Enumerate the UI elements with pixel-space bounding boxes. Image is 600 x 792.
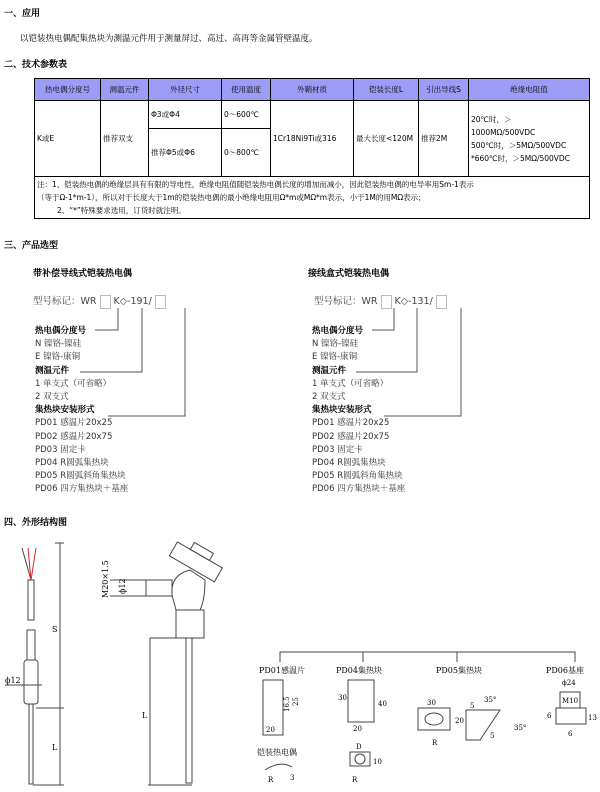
option-item: 1 单支式（可省略） — [312, 378, 389, 389]
dim-m20: M20×1.5 — [101, 560, 110, 598]
selection-1-title: 带补偿导线式铠装热电偶 — [33, 269, 133, 279]
option-group-title: 测温元件 — [312, 365, 347, 376]
box-cover — [169, 542, 222, 582]
header-cell: 引出导线S — [419, 79, 469, 101]
dim-L-box: L — [142, 711, 148, 720]
option-group-title: 热电偶分度号 — [312, 326, 364, 336]
dim-phi12-gland: ϕ12 — [118, 578, 127, 594]
resistance-line: 20℃时，＞ — [471, 114, 512, 124]
cell-lead: 推荐2M — [419, 101, 469, 177]
sheath-tube — [29, 704, 33, 784]
resistance-line: 500℃时，＞5MΩ/500VDC — [471, 140, 567, 150]
cell-material: 1Cr18Ni9Ti或316 — [271, 101, 354, 177]
option-item: PD02 感温片20x75 — [312, 431, 390, 442]
dim-R: R — [268, 776, 274, 784]
dim-13: 13 — [588, 714, 597, 722]
lead-sleeve — [27, 630, 35, 660]
header-cell: 铠装长度L — [354, 79, 419, 101]
option-item: PD04 R圆弧集热块 — [312, 457, 386, 468]
pd06-label: PD06基座 — [546, 666, 584, 675]
dim-25: 25 — [292, 697, 300, 706]
dim-5: 5 — [490, 732, 495, 740]
header-cell: 使用温度 — [222, 79, 271, 101]
option-item: PD05 R圆弧斜角集热块 — [35, 471, 126, 482]
option-group-title: 集热块安装形式 — [35, 405, 95, 416]
option-item: PD02 感温片20x75 — [35, 431, 113, 442]
model-mid: K◇-131/ — [394, 296, 433, 307]
option-item: N 镍铬-镍硅 — [312, 339, 359, 350]
option-group-title: 测温元件 — [35, 365, 70, 376]
cell-dia1: Φ3或Φ4 — [149, 101, 222, 129]
pd01-curve — [265, 764, 292, 770]
option-item: PD06 四方集热块＋基座 — [35, 484, 129, 495]
pd06-base — [556, 708, 586, 724]
option-item: PD01 感温片20x25 — [35, 418, 113, 429]
outline-drawing — [0, 540, 600, 792]
pd05-label: PD05集热块 — [436, 666, 482, 675]
dim-35: 35° — [514, 724, 527, 732]
option-item: 1 单支式（可省略） — [35, 378, 112, 389]
cell-element: 推荐双支 — [101, 101, 149, 177]
dim-3: 3 — [290, 774, 295, 782]
note-line: 注：1、铠装热电偶的绝缘层具有有限的导电性，绝缘电阻值随铠装热电偶长度的增加而减小，因此铠装热电偶的电导率用Sm-1表示 — [37, 180, 474, 189]
box-neck — [176, 610, 204, 638]
resistance-line: *660℃时，＞5MΩ/500VDC — [471, 153, 570, 163]
box-body — [172, 570, 205, 610]
model-mid: K◇-191/ — [113, 296, 152, 307]
dim-6: 6 — [568, 730, 573, 738]
dim-30: 30 — [427, 699, 436, 707]
header-cell: 绝缘电阻值 — [469, 79, 590, 101]
pd01-label: PD01感温片 — [259, 666, 305, 675]
dim-30: 30 — [338, 694, 347, 702]
junction-box-thermocouple — [110, 540, 226, 785]
option-item: 2 双支式 — [35, 391, 69, 402]
option-item: N 镍铬-镍硅 — [35, 339, 82, 350]
transition-joint — [24, 660, 38, 704]
header-cell: 测温元件 — [101, 79, 149, 101]
selection-2-title: 接线盒式铠装热电偶 — [308, 269, 390, 279]
option-group-title: 热电偶分度号 — [35, 326, 87, 336]
cell-temp2: 0～800℃ — [222, 129, 271, 177]
option-item: PD01 感温片20x25 — [312, 418, 390, 429]
lead-wire — [31, 548, 36, 580]
dim-5: 5 — [470, 702, 475, 710]
dim-phi12: ϕ12 — [5, 676, 21, 685]
dim-20: 20 — [266, 726, 275, 734]
section-1-title: 一、应用 — [4, 9, 41, 19]
lead-sheath — [28, 580, 34, 620]
option-item: PD03 固定卡 — [35, 444, 86, 455]
option-item: PD04 R圆弧集热块 — [35, 457, 109, 468]
note-line: 2、“*”特殊要求选用，订货时就注明。 — [57, 206, 186, 215]
note-line: （等于Ω-1*m-1），所以对于长度大于1m的铠装热电偶的最小绝缘电阻用Ω*m或MΩ*m表示，小于1M的用MΩ表示； — [37, 193, 426, 202]
dim-L: L — [52, 743, 58, 752]
dim-R: R — [352, 776, 358, 784]
cell-length: 最大长度<120M — [354, 101, 419, 177]
pd04-block — [348, 680, 374, 722]
option-item: E 镍铬-康铜 — [312, 352, 358, 363]
sheath-label: 铠装热电偶 — [257, 748, 297, 757]
option-item: PD03 固定卡 — [312, 444, 363, 455]
dim-20: 20 — [353, 725, 362, 733]
dim-S: S — [52, 625, 58, 634]
option-item: PD06 四方集热块＋基座 — [312, 484, 406, 495]
header-cell: 外鞘材质 — [271, 79, 354, 101]
option-group-title: 集热块安装形式 — [312, 405, 372, 416]
application-text: 以铠装热电偶配集热块为测温元件用于测量屏过、高过、高再等金属管壁温度。 — [20, 34, 318, 44]
option-item: PD05 R圆弧斜角集热块 — [312, 471, 403, 482]
dim-16.5: 16.5 — [283, 696, 291, 712]
model-prefix: 型号标记：WR — [314, 296, 378, 307]
cable-gland — [146, 580, 172, 596]
dim-20: 20 — [455, 717, 464, 725]
section-2-title: 二、技术参数表 — [4, 60, 68, 70]
option-item: E 镍铬-康铜 — [35, 352, 81, 363]
dim-6: 6 — [547, 712, 552, 720]
cell-temp1: 0～600℃ — [222, 101, 271, 129]
header-cell: 外径尺寸 — [149, 79, 222, 101]
section-4-title: 四、外形结构图 — [4, 518, 68, 528]
dim-10: 10 — [373, 758, 382, 766]
cell-type: K或E — [35, 101, 101, 177]
sheath-tube — [186, 638, 192, 783]
block-tree — [280, 652, 575, 662]
option-item: 2 双支式 — [312, 391, 346, 402]
pd04-label: PD04集热块 — [336, 666, 382, 675]
dim-phi24: ϕ24 — [562, 679, 576, 687]
resistance-line: 1000MΩ/500VDC — [471, 127, 536, 137]
dim-R: R — [432, 739, 438, 747]
dim-D: D — [356, 743, 362, 751]
pd05-side — [466, 710, 500, 740]
pd05-block — [418, 708, 450, 730]
header-cell: 热电偶分度号 — [35, 79, 101, 101]
section-3-title: 三、产品选型 — [4, 241, 59, 251]
dim-35: 35° — [484, 696, 497, 704]
dim-m10: M10 — [562, 697, 579, 705]
cell-dia2: 推荐Φ5或Φ6 — [149, 129, 222, 177]
model-prefix: 型号标记：WR — [33, 296, 97, 307]
dim-40: 40 — [378, 700, 387, 708]
